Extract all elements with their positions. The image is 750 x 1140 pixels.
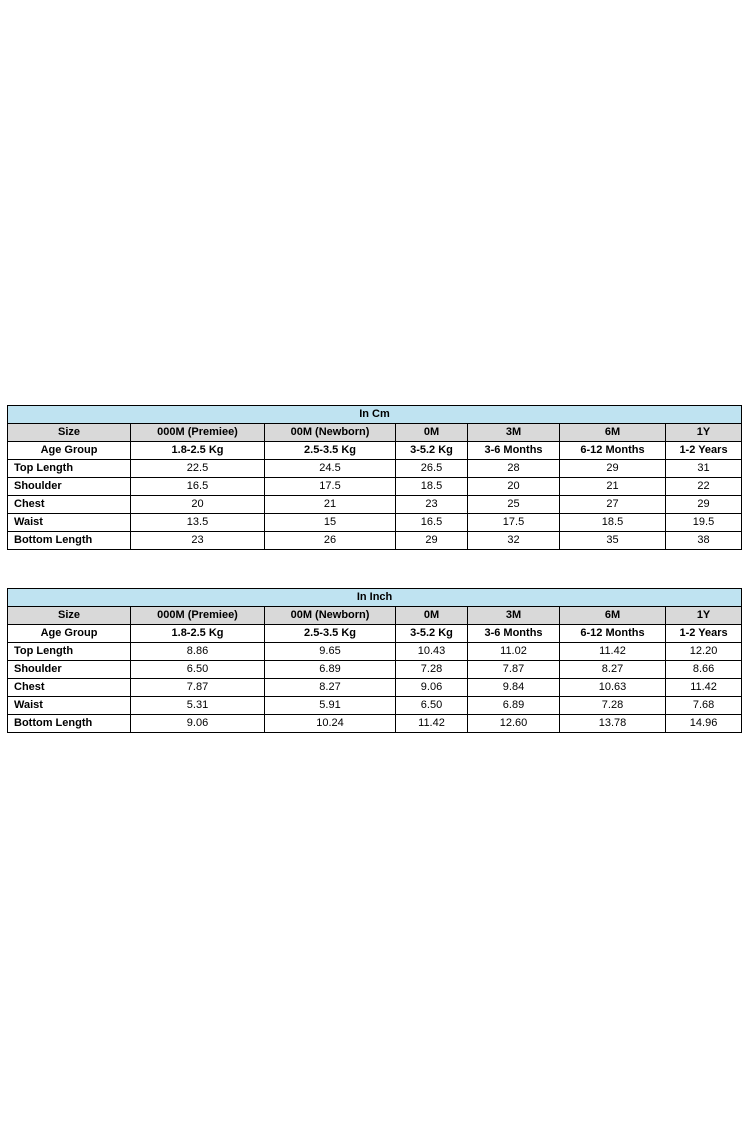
measurement-value: 29 — [396, 532, 468, 550]
measurement-value: 35 — [560, 532, 666, 550]
measurement-label: Waist — [8, 697, 131, 715]
measurement-value: 17.5 — [265, 478, 396, 496]
measurement-value: 8.86 — [131, 643, 265, 661]
table-row — [8, 697, 742, 715]
measurement-value: 5.31 — [131, 697, 265, 715]
measurement-label: Bottom Length — [8, 532, 131, 550]
measurement-value: 13.5 — [131, 514, 265, 532]
measurement-value: 26.5 — [396, 460, 468, 478]
measurement-value: 11.42 — [666, 679, 742, 697]
age-group-row — [8, 442, 742, 460]
measurement-label: Shoulder — [8, 661, 131, 679]
size-header-cell: 6M — [560, 607, 666, 625]
size-header-cell: 00M (Newborn) — [265, 424, 396, 442]
measurement-value: 20 — [131, 496, 265, 514]
measurement-value: 29 — [666, 496, 742, 514]
measurement-label: Shoulder — [8, 478, 131, 496]
measurement-value: 18.5 — [396, 478, 468, 496]
measurement-value: 11.42 — [396, 715, 468, 733]
measurement-value: 13.78 — [560, 715, 666, 733]
measurement-label: Top Length — [8, 643, 131, 661]
measurement-value: 8.27 — [265, 679, 396, 697]
measurement-value: 9.06 — [396, 679, 468, 697]
age-group-cell: 2.5-3.5 Kg — [265, 442, 396, 460]
age-group-cell: 1.8-2.5 Kg — [131, 442, 265, 460]
measurement-value: 22.5 — [131, 460, 265, 478]
size-chart-inch-table — [7, 588, 742, 733]
measurement-value: 26 — [265, 532, 396, 550]
measurement-value: 19.5 — [666, 514, 742, 532]
measurement-value: 11.42 — [560, 643, 666, 661]
age-group-cell: 3-5.2 Kg — [396, 625, 468, 643]
measurement-label: Bottom Length — [8, 715, 131, 733]
measurement-value: 21 — [265, 496, 396, 514]
measurement-value: 11.02 — [468, 643, 560, 661]
measurement-value: 20 — [468, 478, 560, 496]
measurement-value: 10.24 — [265, 715, 396, 733]
measurement-value: 31 — [666, 460, 742, 478]
table-title-row — [8, 589, 742, 607]
table-row — [8, 643, 742, 661]
table-row — [8, 460, 742, 478]
measurement-value: 29 — [560, 460, 666, 478]
measurement-value: 7.87 — [468, 661, 560, 679]
measurement-value: 7.68 — [666, 697, 742, 715]
size-header-cell: 000M (Premiee) — [131, 424, 265, 442]
measurement-value: 8.66 — [666, 661, 742, 679]
age-group-cell: 6-12 Months — [560, 625, 666, 643]
measurement-value: 10.63 — [560, 679, 666, 697]
age-group-cell: 6-12 Months — [560, 442, 666, 460]
age-group-row — [8, 625, 742, 643]
measurement-value: 27 — [560, 496, 666, 514]
age-group-cell: 3-5.2 Kg — [396, 442, 468, 460]
age-group-cell: 3-6 Months — [468, 442, 560, 460]
age-group-cell: 3-6 Months — [468, 625, 560, 643]
measurement-value: 7.28 — [396, 661, 468, 679]
table-title: In Cm — [8, 406, 742, 424]
measurement-value: 14.96 — [666, 715, 742, 733]
table-row — [8, 532, 742, 550]
measurement-label: Chest — [8, 496, 131, 514]
measurement-value: 16.5 — [131, 478, 265, 496]
measurement-value: 17.5 — [468, 514, 560, 532]
measurement-value: 6.50 — [131, 661, 265, 679]
measurement-value: 25 — [468, 496, 560, 514]
measurement-value: 23 — [131, 532, 265, 550]
measurement-value: 22 — [666, 478, 742, 496]
measurement-value: 6.89 — [468, 697, 560, 715]
measurement-value: 23 — [396, 496, 468, 514]
measurement-value: 6.89 — [265, 661, 396, 679]
size-header-cell: 1Y — [666, 424, 742, 442]
size-header-cell: 1Y — [666, 607, 742, 625]
size-header-row — [8, 607, 742, 625]
table-row — [8, 661, 742, 679]
measurement-value: 24.5 — [265, 460, 396, 478]
size-header-cell: 0M — [396, 607, 468, 625]
row-label: Age Group — [8, 625, 131, 643]
measurement-value: 9.84 — [468, 679, 560, 697]
age-group-cell: 2.5-3.5 Kg — [265, 625, 396, 643]
measurement-value: 9.65 — [265, 643, 396, 661]
size-header-cell: 3M — [468, 607, 560, 625]
row-label: Age Group — [8, 442, 131, 460]
measurement-value: 21 — [560, 478, 666, 496]
measurement-value: 9.06 — [131, 715, 265, 733]
measurement-value: 32 — [468, 532, 560, 550]
size-header-cell: 00M (Newborn) — [265, 607, 396, 625]
measurement-value: 15 — [265, 514, 396, 532]
size-header-cell: 0M — [396, 424, 468, 442]
measurement-value: 28 — [468, 460, 560, 478]
measurement-value: 38 — [666, 532, 742, 550]
table-row — [8, 514, 742, 532]
table-title: In Inch — [8, 589, 742, 607]
table-row — [8, 715, 742, 733]
measurement-value: 6.50 — [396, 697, 468, 715]
measurement-value: 5.91 — [265, 697, 396, 715]
size-header-cell: 000M (Premiee) — [131, 607, 265, 625]
row-label: Size — [8, 607, 131, 625]
measurement-value: 12.60 — [468, 715, 560, 733]
age-group-cell: 1.8-2.5 Kg — [131, 625, 265, 643]
age-group-cell: 1-2 Years — [666, 625, 742, 643]
measurement-value: 8.27 — [560, 661, 666, 679]
measurement-value: 16.5 — [396, 514, 468, 532]
table-row — [8, 478, 742, 496]
size-header-cell: 3M — [468, 424, 560, 442]
row-label: Size — [8, 424, 131, 442]
table-row — [8, 679, 742, 697]
age-group-cell: 1-2 Years — [666, 442, 742, 460]
measurement-value: 7.28 — [560, 697, 666, 715]
measurement-label: Top Length — [8, 460, 131, 478]
measurement-value: 12.20 — [666, 643, 742, 661]
measurement-label: Waist — [8, 514, 131, 532]
measurement-label: Chest — [8, 679, 131, 697]
measurement-value: 18.5 — [560, 514, 666, 532]
size-header-cell: 6M — [560, 424, 666, 442]
measurement-value: 10.43 — [396, 643, 468, 661]
table-title-row — [8, 406, 742, 424]
measurement-value: 7.87 — [131, 679, 265, 697]
size-header-row — [8, 424, 742, 442]
table-row — [8, 496, 742, 514]
size-chart-cm-table — [7, 405, 742, 550]
